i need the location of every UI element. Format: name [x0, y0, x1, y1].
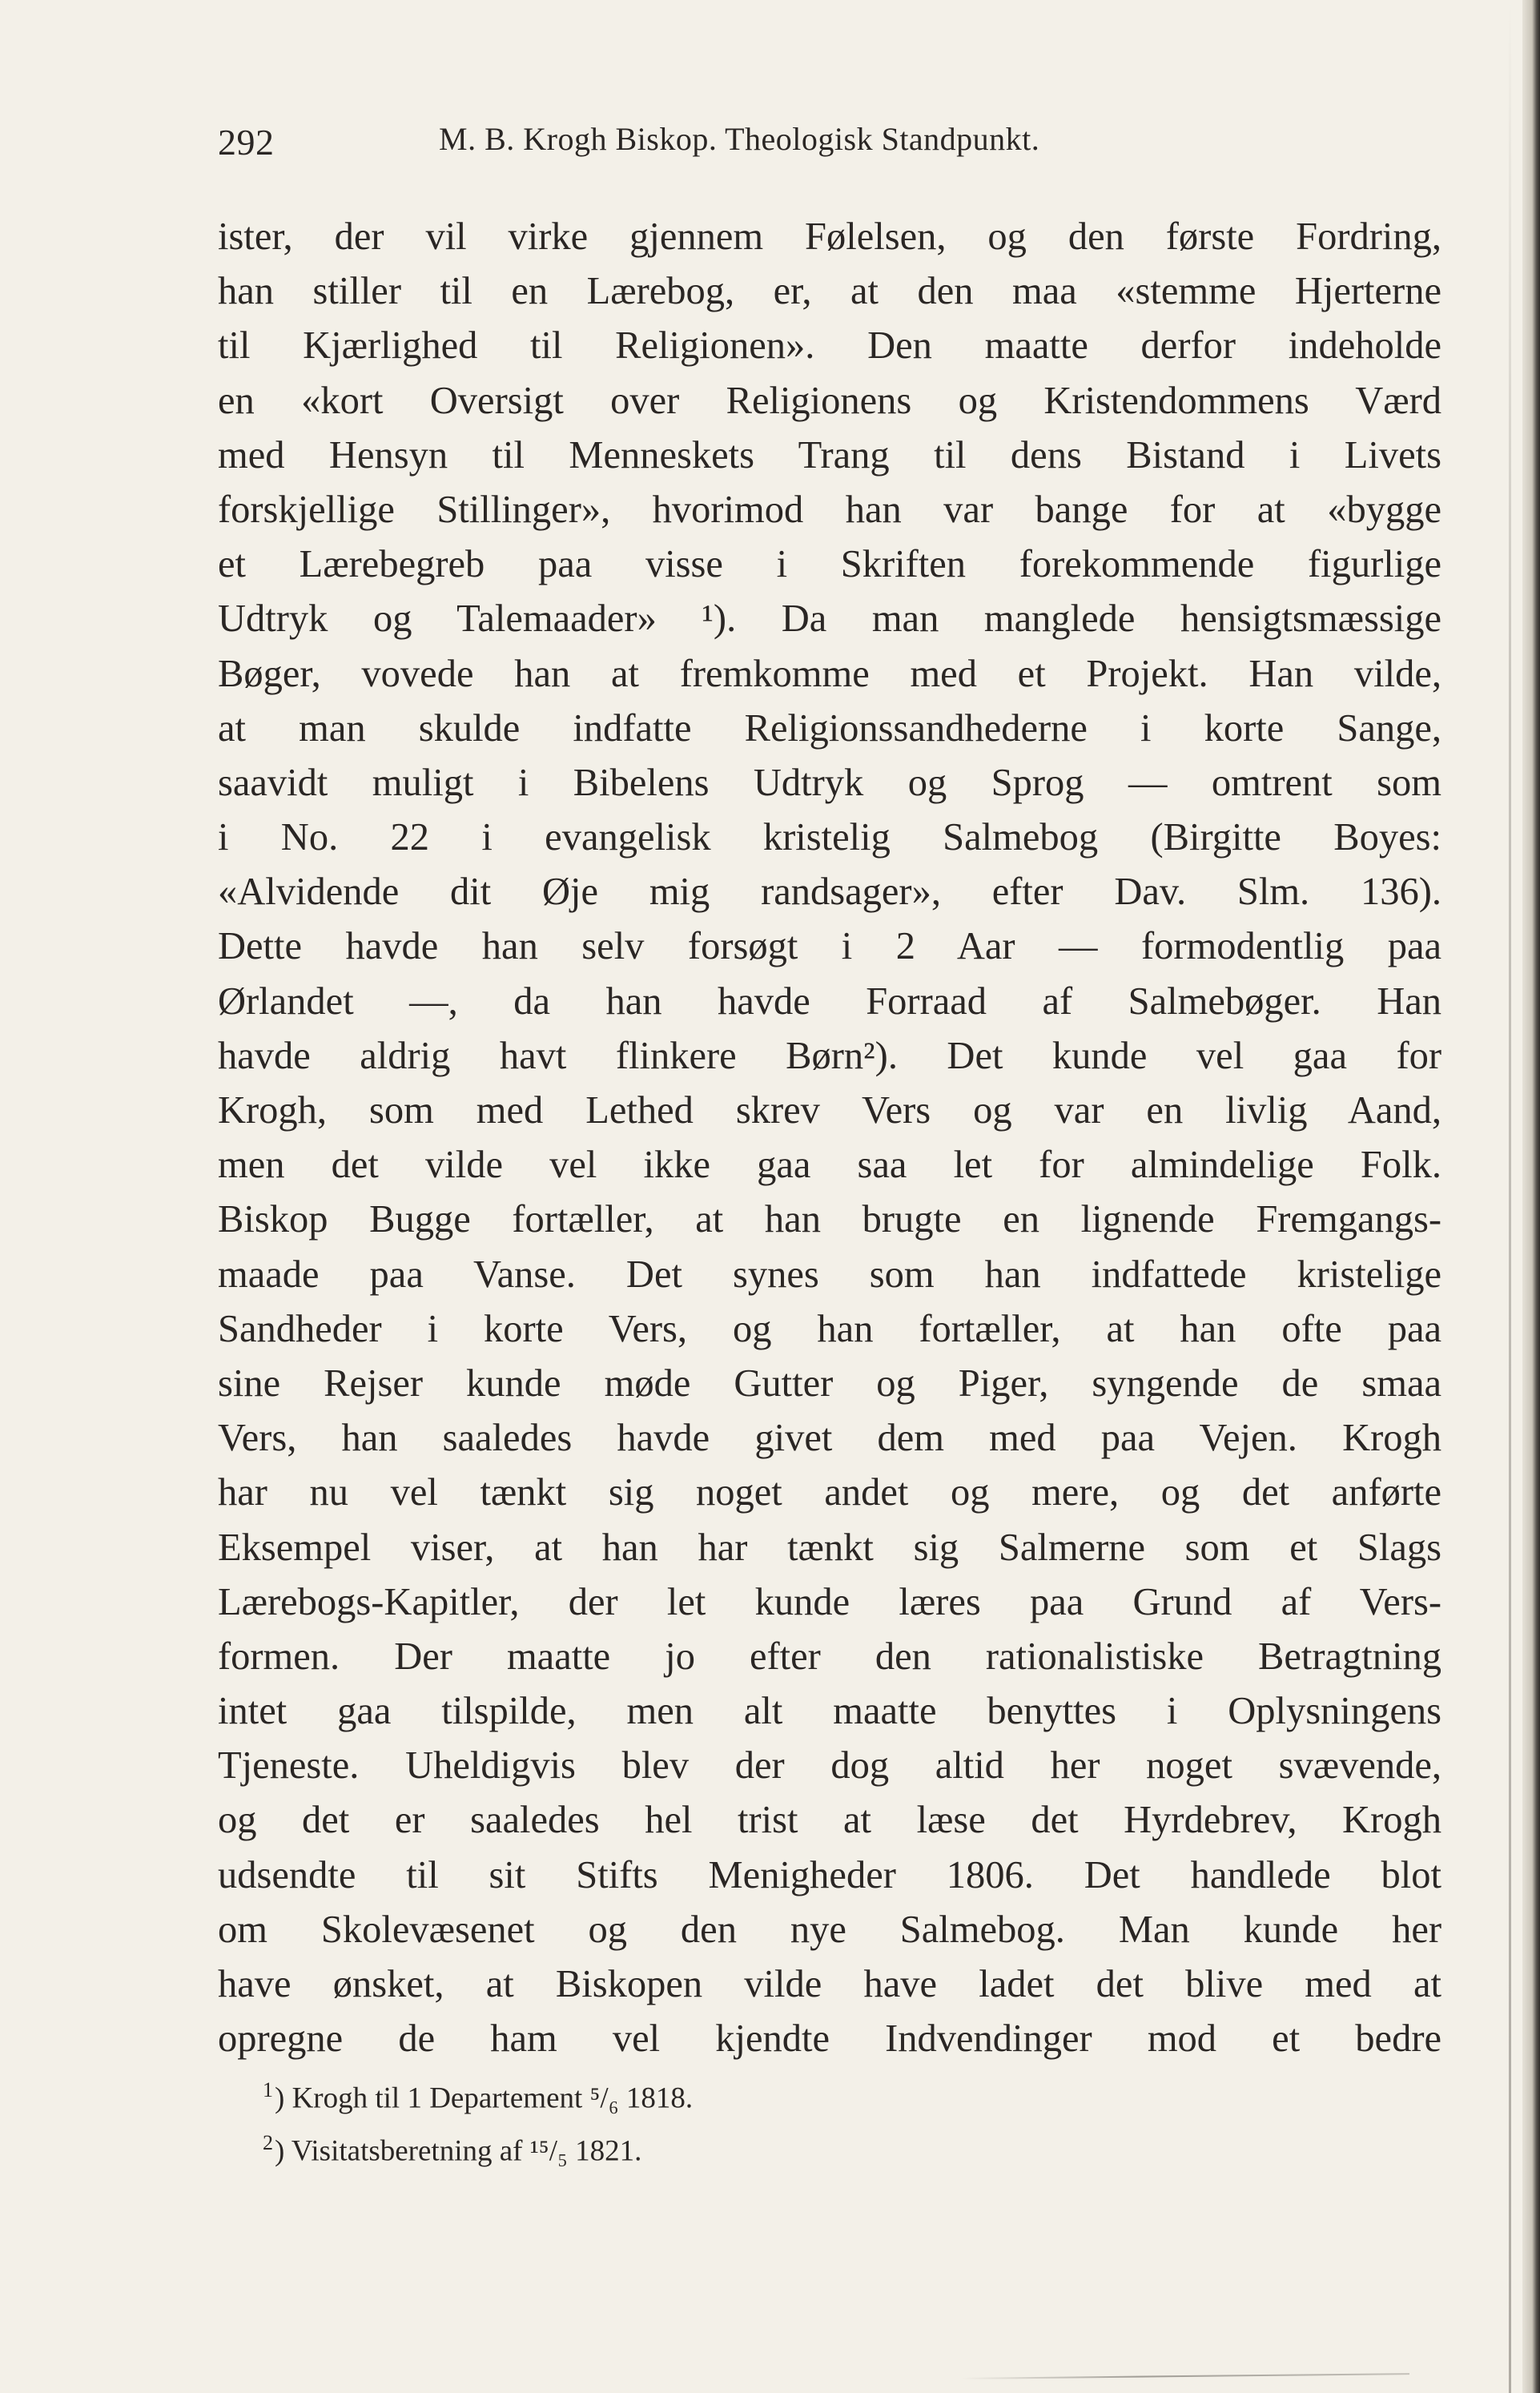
- footnote-paren: ): [275, 2134, 292, 2168]
- text-line: Biskop Bugge fortæller, at han brugte en lignende Fremgangs-: [218, 1198, 1441, 1241]
- text-line: Dette havde han selv forsøgt i 2 Aar — formodentlig paa: [218, 925, 1441, 968]
- footnote: [263, 2068, 1224, 2121]
- text-line: Eksempel viser, at han har tænkt sig Salmerne som et Slags: [218, 1526, 1441, 1569]
- footnote-paren: ): [275, 2081, 292, 2115]
- text-line: intet gaa tilspilde, men alt maatte benyttes i Oplysningens: [218, 1690, 1441, 1733]
- text-line: at man skulde indfatte Religionssandhederne i korte Sange,: [218, 706, 1441, 750]
- text-line: om Skolevæsenet og den nye Salmebog. Man kunde her: [218, 1908, 1441, 1951]
- text-line: til Kjærlighed til Religionen». Den maatte derfor indeholde: [218, 324, 1441, 368]
- footnote-text: Krogh til 1 Departement ⁵/₆ 1818.: [292, 2081, 694, 2115]
- text-line: Krogh, som med Lethed skrev Vers og var en livlig Aand,: [218, 1089, 1441, 1132]
- text-line: Vers, han saaledes havde givet dem med paa Vejen. Krogh: [218, 1417, 1441, 1460]
- text-line: ister, der vil virke gjennem Følelsen, og den første Fordring,: [218, 215, 1441, 258]
- text-line: i No. 22 i evangelisk kristelig Salmebog (Birgitte Boyes:: [218, 816, 1441, 859]
- text-line: et Lærebegreb paa visse i Skriften forekommende figurlige: [218, 543, 1441, 586]
- text-line: Lærebogs-Kapitler, der let kunde læres paa Grund af Vers-: [218, 1580, 1441, 1623]
- text-line: opregne de ham vel kjendte Indvendinger mod et bedre: [218, 2017, 1441, 2061]
- page-number: 292: [218, 122, 275, 163]
- text-line: med Hensyn til Menneskets Trang til dens Bistand i Livets: [218, 433, 1441, 477]
- text-line: «Alvidende dit Øje mig randsager», efter Dav. Slm. 136).: [218, 871, 1441, 914]
- text-line: have ønsket, at Biskopen vilde have ladet det blive med at: [218, 1963, 1441, 2005]
- text-line: udsendte til sit Stifts Menigheder 1806. Det handlede blot: [218, 1853, 1441, 1896]
- text-line: en «kort Oversigt over Religionens og Kristendommens Værd: [218, 379, 1441, 422]
- footnotes: [263, 2068, 1224, 2174]
- text-line: maade paa Vanse. Det synes som han indfattede kristelige: [218, 1253, 1441, 1296]
- text-line: men det vilde vel ikke gaa saa let for almindelige Folk.: [218, 1144, 1441, 1187]
- page-edge-shadow: [1509, 0, 1511, 2393]
- text-line: formen. Der maatte jo efter den rationalistiske Betragtning: [218, 1635, 1441, 1678]
- body-text: [218, 210, 1441, 2066]
- text-line: saavidt muligt i Bibelens Udtryk og Sprog — omtrent som: [218, 761, 1441, 804]
- text-line: han stiller til en Lærebog, er, at den maa «stemme Hjerterne: [218, 270, 1441, 313]
- text-line: Bøger, vovede han at fremkomme med et Projekt. Han vilde,: [218, 652, 1441, 695]
- footnote-text: Visitatsberetning af ¹⁵/₅ 1821.: [291, 2134, 642, 2168]
- text-line: Tjeneste. Uheldigvis blev der dog altid her noget svævende,: [218, 1744, 1441, 1788]
- page-header: [218, 115, 1441, 163]
- text-line: havde aldrig havt flinkere Børn²). Det kunde vel gaa for: [218, 1034, 1441, 1077]
- text-line: og det er saaledes hel trist at læse det Hyrdebrev, Krogh: [218, 1799, 1441, 1842]
- running-head: M. B. Krogh Biskop. Theologisk Standpunkt.: [439, 121, 1040, 157]
- text-line: Sandheder i korte Vers, og han fortæller, at han ofte paa: [218, 1307, 1441, 1350]
- footnote-marker: 1: [263, 2078, 273, 2101]
- footnote-marker: 2: [263, 2131, 273, 2155]
- text-line: sine Rejser kunde møde Gutter og Piger, syngende de smaa: [218, 1361, 1441, 1405]
- text-line: Ørlandet —, da han havde Forraad af Salmebøger. Han: [218, 979, 1441, 1023]
- text-line: Udtryk og Talemaader» ¹). Da man manglede hensigtsmæssige: [218, 597, 1441, 641]
- footnote: [263, 2121, 1224, 2174]
- bottom-scan-mark: [961, 2373, 1409, 2379]
- text-line: forskjellige Stillinger», hvorimod han var bange for at «bygge: [218, 488, 1441, 531]
- text-line: har nu vel tænkt sig noget andet og mere, og det anførte: [218, 1471, 1441, 1514]
- page-edge: [1522, 0, 1540, 2393]
